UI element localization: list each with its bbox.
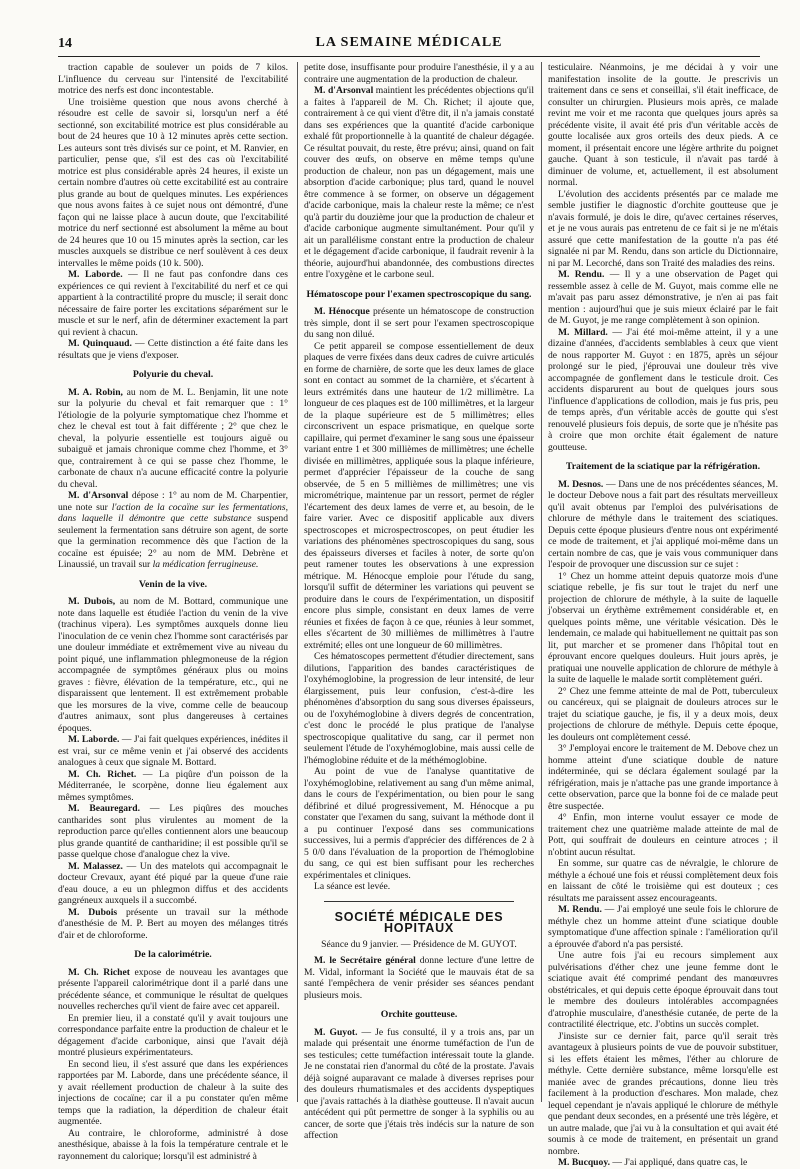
speaker: M. Rendu.: [558, 269, 605, 280]
speaker: M. Hénocque: [314, 306, 370, 317]
society-heading: SOCIÉTÉ MÉDICALE DES HOPITAUX: [334, 909, 504, 935]
paragraph: M. Hénocque présente un hématoscope de construction très simple, dont il se sert pour l'examen spectroscopique du sang non dilué.: [304, 306, 534, 340]
section-heading: Venin de la vive.: [138, 578, 208, 590]
paragraph: M. Laborde. — Il ne faut pas confondre dans ces expériences ce qui revient à l'excitabilité du nerf et ce qui appartient à la contractilité propre du muscle; il serait donc nécessaire de faire porter les excitations séparément sur le muscle et sur le nerf, afin de déterminer exactement la part qui revient à chacun.: [58, 269, 288, 338]
paragraph: Au contraire, le chloroforme, administré à dose anesthésique, abaisse à la fois la température centrale et le rayonnement du calorique; lorsqu'il est administré à: [58, 1127, 288, 1162]
paragraph: La séance est levée.: [314, 881, 391, 892]
section-heading: De la calorimétrie.: [134, 949, 212, 960]
column-1: [58, 62, 289, 1162]
speaker: M. Ch. Richet: [68, 966, 130, 978]
paragraph: testiculaire. Néanmoins, je me décidai à y voir une manifestation insolite de la goutte. Je prescrivis un traitement dans ce sens et conseillai, s'il était inefficace, de consulter un chirurgien. Plusieurs mois après, ce malade revint me voir et me raconta que quelques jours après sa précédente visite, il avait été pris d'un véritable accès de goutte localisée aux gros orteils des deux pieds. A ce moment, il présentait encore une légère arthrite du poignet gauche. Quant à son testicule, il n'avait pas tardé à diminuer de volume, et, actuellement, il est absolument normal.: [548, 62, 778, 188]
column-3: [548, 62, 779, 1168]
speaker: M. A. Robin,: [68, 386, 123, 398]
paragraph: En somme, sur quatre cas de névralgie, le chlorure de méthyle a échoué une fois et réussi complètement deux fois en laissant de côté le troisième qui est douteux ; ces résultats me paraissent assez encourageants.: [548, 858, 778, 904]
section-heading: Orchite goutteuse.: [380, 1009, 458, 1020]
column-divider: [541, 62, 542, 1102]
paragraph: M. Dubois, au nom de M. Bottard, communique une note dans laquelle est étudiée l'action du venin de la vive (trachinus vipera). Les symptômes auxquels donne lieu l'inoculation de ce venin chez l'homme sont caractérisés par une douleur immédiate et extrêmement vive au niveau du point piqué, une inflammation phlegmoneuse de la région accompagnée de symptômes généraux plus ou moins graves : fièvre, élévation de la température, etc., qui ne disparaissent que lentement. Il est extrêmement probable que les morsures de la vive, comme celle de beaucoup d'autres animaux, sont plus dangereuses à certaines époques.: [58, 596, 288, 734]
paragraph: 3° J'employai encore le traitement de M. Debove chez un homme atteint d'une sciatique double de nature indéterminée, qui se déclara également soulagé par la réfrigération, mais je n'attache pas une grande importance à cette observation, parce que la bonne foi de ce malade peut être suspectée.: [548, 743, 778, 812]
paragraph: En premier lieu, il a constaté qu'il y avait toujours une correspondance parfaite entre la production de chaleur et le dégagement d'acide carbonique, ainsi que l'avait déjà montré plusieurs expérimentateurs.: [58, 1012, 288, 1058]
speaker: M. Rendu.: [558, 904, 602, 915]
paragraph: M. Millard. — J'ai été moi-même atteint, il y a une dizaine d'années, d'accidents semblables à ceux que vient de nous rapporter M. Guyot : en 1875, après un séjour prolongé sur le pied, j'éprouvai une douleur très vive accompagnée de gonflement dans le testicule droit. Ces accidents disparurent au bout de quelques jours sous l'influence d'applications de collodion, mais je fus pris, peu de temps après, d'un véritable accès de goutte qui s'est renouvelé plusieurs fois depuis, de sorte que je n'hésite pas à croire que mon orchite était également de nature goutteuse.: [548, 326, 779, 453]
speaker: M. Guyot.: [314, 1026, 358, 1038]
paragraph: En second lieu, il s'est assuré que dans les expériences rapportées par M. Laborde, dans une précédente séance, il y avait réellement production de chaleur à la suite des injections de cocaïne; car il a pu constater qu'en même temps que la radiation, la déperdition de chaleur était augmentée.: [58, 1058, 288, 1127]
paragraph: M. Desnos. — Dans une de nos précédentes séances, M. le docteur Debove nous a fait part des résultats merveilleux qu'il avait obtenus par l'emploi des pulvérisations de chlorure de méthyle dans le traitement des sciatiques. Depuis cette époque plusieurs d'entre nous ont expérimenté ce mode de traitement, et j'ai appliqué moi-même dans un certain nombre de cas, que je vais vous communiquer dans l'espoir de provoquer une discussion sur ce sujet :: [548, 478, 778, 570]
paragraph: L'évolution des accidents présentés par ce malade me semble justifier le diagnostic d'orchite goutteuse que je n'avais formulé, je dois le dire, qu'avec certaines réserves, et je ne vous aurais pas entretenu de ce fait si je ne m'étais assuré que cette manifestation de la goutte n'a pas été signalée ni par M. Rendu, dans son article du Dictionnaire, ni par M. Lecorché, dans son Traité des maladies des reins.: [548, 188, 778, 269]
header-rule: [58, 56, 760, 57]
paragraph: M. Beauregard. — Les piqûres des mouches cantharides sont plus virulentes au moment de la reproduction parce qu'elles contiennent alors une beaucoup plus grande quantité de cantharidine; il est possible qu'il se passe quelque chose d'analogue chez la vive.: [58, 803, 288, 860]
paragraph: J'insiste sur ce dernier fait, parce qu'il serait très avantageux à plusieurs points de vue de pouvoir substituer, si les effets étaient les mêmes, l'éther au chlorure de méthyle. Cette dernière substance, même lorsqu'elle est maniée avec de grandes précautions, donne lieu très facilement à la production d'eschares. Mon malade, chez lequel cependant je n'avais appliqué le chlorure de méthyle que pendant deux secondes, en a présenté une très légère, et un autre malade, que j'ai vu à la consultation et qui avait été soumis à ce mode de traitement, en présentait un grand nombre.: [548, 1030, 778, 1157]
paragraph: M. Guyot. — Je fus consulté, il y a trois ans, par un malade qui présentait une énorme tuméfaction de l'un de ses testicules; cette tuméfaction intéressait toute la glande. Je ne constatai rien d'anormal du côté de la prostate. J'avais déjà soigné auparavant ce malade à diverses reprises pour des douleurs rhumatismales et des accidents dyspeptiques que j'avais rattachés à la diathèse goutteuse. Il n'avait aucun antécédent qui pût permettre de songer à la syphilis ou au cancer, de sorte que j'étais très indécis sur la nature de son affection: [304, 1026, 534, 1141]
speaker: M. Ch. Richet.: [68, 768, 137, 780]
speaker: M. Laborde.: [68, 269, 123, 280]
paragraph: Une troisième question que nous avons cherché à résoudre est celle de savoir si, lorsqu'un nerf a été sectionné, son excitabilité motrice est plus considérable au bout de 24 heures que 10 à 12 minutes après cette section. Les auteurs sont très divisés sur ce point, et M. Ranvier, en particulier, pense que, s'il est des cas où l'excitabilité motrice est plus considérable après 24 heures, il existe un certain nombre d'autres où cette excitabilité est au contraire plus grande au bout de quelques minutes. Les expériences que nous avons faites à ce sujet nous ont démontré, d'une façon qui ne laisse place à aucun doute, que l'excitabilité motrice du nerf sectionné est absolument la même au bout de 24 heures que 10 ou 15 minutes après la section, car les muscles auxquels se distribue ce nerf soulèvent à ces deux intervalles le même poids (10 k. 500).: [58, 96, 288, 269]
paragraph: 4° Enfin, mon interne voulut essayer ce mode de traitement chez une quatrième malade atteinte de mal de Pott, qui souffrait de douleurs en ceinture atroces ; il n'obtint aucun résultat.: [548, 812, 778, 858]
paragraph: M. A. Robin, au nom de M. L. Benjamin, lit une note sur la polyurie du cheval et fait remarquer que : 1° l'étiologie de la polyurie symptomatique chez l'homme et chez le cheval est tout à fait différente ; 2° que chez le cheval, la polyurie essentielle est toujours aiguë ou subaiguë et jamais chronique comme chez l'homme, et 3° que, contrairement à ce qui se passe chez l'homme, le carbonate de chaux n'a aucune efficacité contre la polyurie du cheval.: [58, 386, 288, 490]
section-heading: Polyurie du cheval.: [132, 369, 214, 380]
paragraph: M. Ch. Richet expose de nouveau les avantages que présente l'appareil calorimétrique dont il a parlé dans une précédente séance, et communique le résultat de quelques nouvelles recherches qu'il vient de faire avec cet appareil.: [58, 966, 288, 1012]
paragraph: M. Rendu. — J'ai employé une seule fois le chlorure de méthyle chez un homme atteint d'une sciatique double symptomatique d'une affection spinale : l'amélioration qu'il a éprouvée d'abord n'a pas persisté.: [548, 904, 778, 950]
paragraph: Ces hématoscopes permettent d'étudier directement, sans dilutions, l'apparition des bandes caractéristiques de l'oxyhémoglobine, la progression de leur intensité, de leur élargissement, puis leur confusion, c'est-à-dire les phénomènes d'absorption du sang sous diverses épaisseurs, ou de l'oxyhémoglobine à divers degrés de concentration, c'est donc le procédé le plus pratique de l'analyse spectroscopique qualitative du sang, car il permet non seulement l'étude de l'oxyhémoglobine, mais aussi celle de l'hémoglobine réduite et de la méthémoglobine.: [304, 651, 534, 766]
speaker: M. Beauregard.: [68, 803, 141, 814]
speaker: M. Malassez.: [68, 860, 123, 872]
session-info: Séance du 9 janvier. — Présidence de M. GUYOT.: [321, 938, 517, 950]
page-header: [58, 32, 760, 54]
paragraph: M. Ch. Richet. — La piqûre d'un poisson de la Méditerranée, le scorpène, donne lieu également aux mêmes symptômes.: [58, 768, 288, 803]
paragraph: Une autre fois j'ai eu recours simplement aux pulvérisations d'éther chez une jeune femme dont le sciatique avait été comprimé pendant des manœuvres obstétricales, et qui depuis cette époque éprouvait dans tout le membre des douleurs intolérables accompagnées d'atrophie musculaire, d'anesthésie cutanée, de perte de la contractilité électrique, etc. J'obtins un succès complet.: [548, 950, 778, 1030]
speaker: M. Desnos.: [558, 478, 604, 490]
paragraph: M. Rendu. — Il y a une observation de Paget qui ressemble assez à celle de M. Guyot, mais comme elle ne m'avait pas paru assez démonstrative, je n'en ai pas fait mention : aujourd'hui que je suis mieux éclairé par le fait de M. Guyot, je me range complètement à son opinion.: [548, 269, 778, 326]
paragraph: M. Dubois présente un travail sur la méthode d'anesthésie de M. P. Bert au moyen des mélanges titrés d'air et de chloroforme.: [58, 906, 288, 941]
paragraph: 1° Chez un homme atteint depuis quatorze mois d'une sciatique rebelle, je fis sur tout le trajet du nerf une projection de chlorure de méthyle, à la suite de laquelle j'observai un érythème extrêmement considérable et, en quelques points même, une véritable vésication. Dès le lendemain, ce malade qui habituellement ne quittait pas son lit, put marcher et se promener dans l'hôpital tout en éprouvant encore quelques douleurs. Huit jours après, je pratiquai une nouvelle application de chlorure de méthyle à la suite de laquelle le malade sortit complètement guéri.: [548, 570, 778, 685]
section-heading: Traitement de la sciatique par la réfrigération.: [565, 461, 761, 472]
paragraph: Au point de vue de l'analyse quantitative de l'oxyhémoglobine, relativement au sang d'un même animal, dans le cours de l'expérimentation, ou bien pour le sang défibriné et dilué progressivement, M. Hénocque a pu constater que l'examen du sang, suivant la méthode dont il a pu continuer l'exposé dans ses communications successives, lui a permis d'apprécier des différences de 2 à 5 0/0 dans l'évaluation de la proportion de l'hémoglobine du sang, ce qui est bien suffisant pour les recherches expérimentales et cliniques.: [304, 766, 534, 881]
column-divider: [297, 62, 298, 1102]
paragraph: M. Bucquoy. — J'ai appliqué, dans quatre cas, le: [558, 1157, 748, 1168]
paragraph: 2° Chez une femme atteinte de mal de Pott, tuberculeux ou cancéreux, qui se plaignait de douleurs atroces sur le trajet du sciatique gauche, je fis, il y a deux mois, deux projections de chlorure de méthyle. Depuis cette époque, les douleurs ont complètement cessé.: [548, 685, 778, 743]
paragraph: petite dose, insuffisante pour produire l'anesthésie, il y a au contraire une augmentation de la production de chaleur.: [304, 62, 534, 85]
section-heading: Hématoscope pour l'examen spectroscopique du sang.: [306, 288, 532, 300]
paragraph: traction capable de soulever un poids de 7 kilos. L'influence du cerveau sur l'intensité de l'excitabilité motrice des nerfs est donc incontestable.: [58, 62, 288, 96]
speaker: M. le Secrétaire général: [314, 955, 416, 966]
paragraph: M. Malassez. — Un des matelots qui accompagnait le docteur Crevaux, ayant été piqué par la queue d'une raie d'eau douce, a eu un phlegmon diffus et des accidents gangréneux auxquels il a succombé.: [58, 860, 288, 906]
page-number: 14: [58, 36, 72, 51]
speaker: M. Laborde.: [68, 734, 120, 745]
paragraph: M. d'Arsonval maintient les précédentes objections qu'il a faites à l'appareil de M. Ch. Richet; il ajoute que, contrairement à ce qui vient d'être dit, il n'a jamais constaté dans ses expériences que la quantité d'acide carbonique exhalé fût proportionnelle à la quantité de chaleur dégagée. Ce résultat pouvait, du reste, être prévu; ainsi, quand on fait couver des œufs, on observe en même temps qu'une production de chaleur, non pas un dégagement, mais une absorption d'acide carbonique; plus tard, quand le nouvel être commence à se former, on observe un dégagement d'acide carbonique, mais la chaleur reste la même; ce n'est qu'à partir du douzième jour que la production de chaleur et d'acide carbonique augmente simultanément. Pour qu'il y ait un parallélisme constant entre la production de chaleur et le dégagement d'acide carbonique, il faudrait revenir à la théorie, aujourd'hui abandonnée, des combustions directes entre l'oxygène et le carbone seul.: [304, 85, 534, 280]
paragraph: Ce petit appareil se compose essentiellement de deux plaques de verre fixées dans deux cadres de cuivre articulés en forme de charnière, de sorte que les deux lames de glace sont en contact au sommet de la charnière, et s'écartent à leurs extrémités dans une hauteur de 1/2 millimètre. La longueur de ces plaques est de 100 millimètres, et la largeur de la plaque supérieure est de 5 millimètres; elles circonscrivent un espace prismatique, en quelque sorte capillaire, qui permet d'examiner le sang sous une épaisseur variant entre 1 et 300 millièmes de millimètres; une échelle divisée en millimètres, appliquée sous la plaque inférieure, permet d'apprécier l'épaisseur de la couche de sang observée, de 5 en 5 millièmes de millimètres; une vis micrométrique, maintenue par un ressort, permet de régler l'écartement des deux lames de verre et, au besoin, de le faire varier. Avec ce dispositif applicable aux divers spectroscopes et microspectroscopes, on peut étudier les variations des phénomènes spectroscopiques du sang, sous des épaisseurs diverses et faciles à noter, de sorte qu'on peut ramener toutes les observations à une expression métrique. M. Hénocque emploie pour l'étude du sang, lorsqu'il suffit de déterminer les variations qui peuvent se produire dans le cours de l'expérimentation, un dispositif encore plus simple, consistant en deux lames de verre réunies et fixées de façon à ce que, réunies à leur sommet, elles s'écartent de 30 millièmes de millimètres à l'autre extrémité; elles ont une longueur de 60 millimètres.: [304, 340, 534, 651]
speaker: M. Millard.: [558, 326, 608, 338]
column-2: [304, 62, 534, 1141]
paragraph: M. Laborde. — J'ai fait quelques expériences, inédites il est vrai, sur ce même venin et j'ai observé des accidents analogues à ceux que signale M. Bottard.: [58, 734, 289, 768]
speaker: M. d'Arsonval: [314, 85, 374, 96]
speaker: M. Dubois,: [68, 596, 116, 607]
paragraph: M. le Secrétaire général donne lecture d'une lettre de M. Vidal, informant la Société que le mauvais état de sa santé l'empêchera de venir présider ses séances pendant plusieurs mois.: [304, 955, 534, 1001]
speaker: M. Dubois: [68, 906, 118, 918]
section-rule: [324, 901, 514, 902]
paragraph: M. Quinquaud. — Cette distinction a été faite dans les résultats que je viens d'exposer.: [58, 338, 288, 361]
speaker: M. Bucquoy.: [558, 1157, 610, 1168]
speaker: M. Quinquaud.: [68, 338, 132, 349]
speaker: M. d'Arsonval: [68, 490, 129, 501]
journal-title: LA SEMAINE MÉDICALE: [315, 35, 503, 50]
paragraph: M. d'Arsonval dépose : 1° au nom de M. Charpentier, une note sur l'action de la cocaïne sur les fermentations, dans laquelle il démontre que cette substance suspend seulement la fermentation sans détruire son agent, de sorte que la germination recommence dès que l'action de la cocaïne est épuisée; 2° au nom de MM. Debrène et Linaussié, un travail sur la médication ferrugineuse.: [58, 490, 289, 570]
